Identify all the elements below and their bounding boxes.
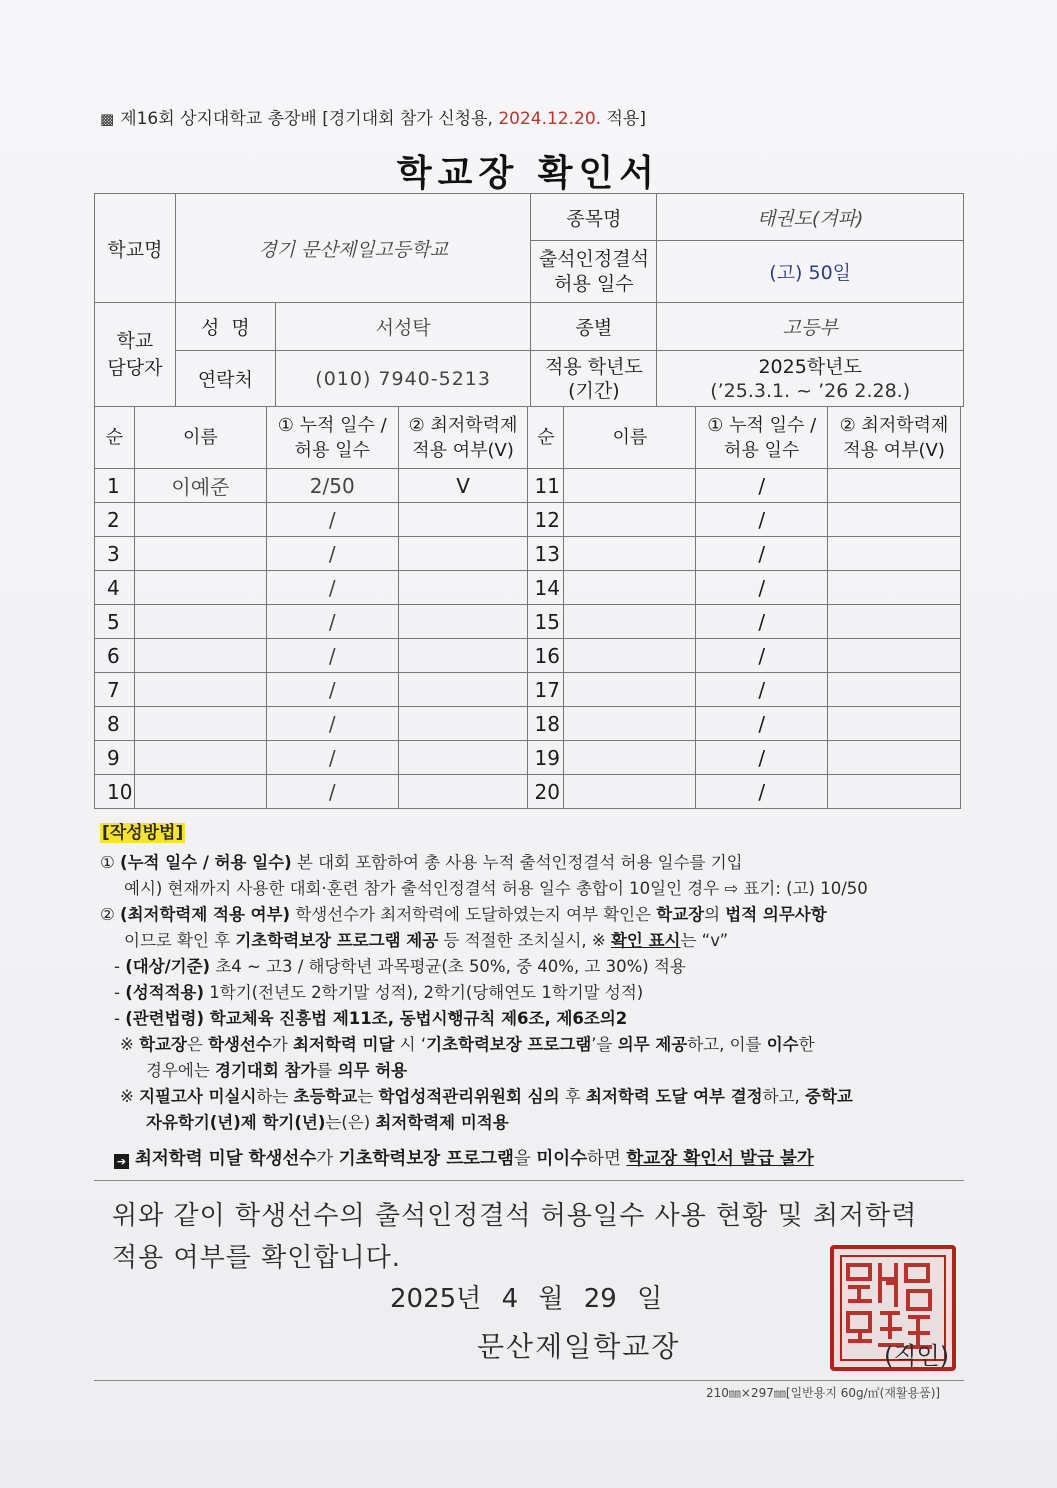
header-date: 2024.12.20. bbox=[498, 109, 602, 129]
roster-table bbox=[94, 406, 961, 809]
seq-cell: 5 bbox=[95, 605, 135, 639]
name-cell-right bbox=[564, 775, 696, 809]
note2-line2-a: 자유학기(년)제 학기(년) bbox=[146, 1113, 326, 1132]
days-cell-right: / bbox=[696, 639, 828, 673]
roster-row bbox=[95, 503, 961, 537]
writing-instructions bbox=[100, 820, 970, 1172]
check-cell-right bbox=[828, 673, 961, 707]
name-cell bbox=[134, 775, 266, 809]
item2-text-c: 의 bbox=[704, 905, 726, 924]
note1-f: 시 ‘ bbox=[394, 1035, 427, 1054]
seq-cell-right: 11 bbox=[528, 469, 564, 503]
instruction-item-2 bbox=[100, 902, 970, 928]
sub3-text: 학교체육 진흥법 제11조, 동법시행규칙 제6조, 제6조의2 bbox=[204, 1009, 628, 1028]
days-cell: / bbox=[266, 673, 398, 707]
final-c: 기초학력보장 프로그램 bbox=[338, 1149, 514, 1169]
roster-row bbox=[95, 571, 961, 605]
check-header-right-line1: ② 최저학력제 bbox=[839, 414, 949, 436]
item2-bold: (최저학력제 적용 여부) bbox=[120, 905, 291, 924]
note-2-line2 bbox=[100, 1110, 970, 1136]
seq-cell-right: 19 bbox=[528, 741, 564, 775]
days-cell-right: / bbox=[696, 741, 828, 775]
seq-cell: 8 bbox=[95, 707, 135, 741]
date-month: 4 bbox=[501, 1284, 519, 1314]
roster-body bbox=[95, 469, 961, 809]
days-cell: / bbox=[266, 707, 398, 741]
note1-line2-d: 의무 허용 bbox=[337, 1061, 408, 1080]
days-cell: / bbox=[266, 537, 398, 571]
note1-e: 최저학력 미달 bbox=[293, 1035, 395, 1054]
check-cell: V bbox=[398, 469, 528, 503]
check-cell-right bbox=[828, 707, 961, 741]
check-header-line1: ② 최저학력제 bbox=[408, 414, 518, 436]
sub1-text: 초4 ~ 고3 / 해당학년 과목평균(초 50%, 중 40%, 고 30%) 적용 bbox=[210, 957, 686, 976]
confirmation-line2: 적용 여부를 확인합니다. bbox=[112, 1243, 401, 1273]
check-header-right-line2: 적용 여부(V) bbox=[843, 439, 945, 461]
roster-row bbox=[95, 605, 961, 639]
school-label: 학교명 bbox=[95, 194, 176, 303]
seq-cell-right: 16 bbox=[528, 639, 564, 673]
check-cell bbox=[398, 503, 528, 537]
item2-line2-c: 는 “v” bbox=[680, 931, 729, 950]
note1-g: 기초학력보장 프로그램 bbox=[426, 1035, 592, 1054]
arrow-box-icon: ➔ bbox=[114, 1154, 129, 1169]
contact-label-line1: 학교 bbox=[116, 329, 154, 352]
check-cell-right bbox=[828, 741, 961, 775]
final-d: 을 bbox=[513, 1149, 537, 1169]
date-day-unit: 일 bbox=[637, 1284, 663, 1314]
check-cell bbox=[398, 605, 528, 639]
name-cell bbox=[134, 741, 266, 775]
note-1-line2 bbox=[100, 1058, 970, 1084]
note2-i: 중학교 bbox=[805, 1087, 853, 1106]
bottom-divider-line bbox=[94, 1380, 964, 1381]
name-value: 서성탁 bbox=[275, 303, 531, 351]
contact-label bbox=[95, 303, 176, 407]
header-suffix: 적용] bbox=[606, 109, 646, 129]
days-cell-right: / bbox=[696, 775, 828, 809]
check-header bbox=[398, 407, 528, 469]
check-cell-right bbox=[828, 503, 961, 537]
note1-a: 학교장 bbox=[139, 1035, 187, 1054]
check-cell bbox=[398, 571, 528, 605]
check-cell-right bbox=[828, 537, 961, 571]
item2-line2-bold2: 확인 표시 bbox=[610, 931, 681, 950]
days-cell-right: / bbox=[696, 469, 828, 503]
days-header-right-line1: ① 누적 일수 / bbox=[707, 414, 817, 436]
division-label: 종별 bbox=[531, 303, 657, 351]
seq-cell-right: 14 bbox=[528, 571, 564, 605]
year-value-line2: (’25.3.1. ~ ’26 2.28.) bbox=[710, 379, 911, 402]
seq-cell-right: 13 bbox=[528, 537, 564, 571]
sub3-bold: (관련법령) bbox=[125, 1009, 205, 1028]
name-cell bbox=[134, 639, 266, 673]
note1-line2-c: 를 bbox=[316, 1061, 338, 1080]
date-year: 2025년 bbox=[390, 1284, 482, 1314]
days-cell-right: / bbox=[696, 571, 828, 605]
note1-j: 하고, 이를 bbox=[687, 1035, 767, 1054]
note1-i: 의무 제공 bbox=[617, 1035, 688, 1054]
absence-label-line2: 허용 일수 bbox=[554, 272, 634, 295]
roster-row bbox=[95, 707, 961, 741]
note-2: ※ 지필고사 미실시하는 초등학교는 학업성적관리위원회 심의 후 최저학력 도달 여부 결정하고, 중학교 bbox=[120, 1087, 853, 1106]
seq-cell-right: 12 bbox=[528, 503, 564, 537]
note1-c: 학생선수 bbox=[208, 1035, 272, 1054]
days-cell: / bbox=[266, 605, 398, 639]
check-cell-right bbox=[828, 775, 961, 809]
principal-name: 문산제일학교장 bbox=[477, 1330, 681, 1363]
sub-item-laws: - (관련법령) 학교체육 진흥법 제11조, 동법시행규칙 제6조, 제6조의2 bbox=[114, 1009, 628, 1028]
note2-b: 하는 bbox=[256, 1087, 294, 1106]
check-cell-right bbox=[828, 469, 961, 503]
item2-line2-a: 이므로 확인 후 bbox=[124, 931, 236, 950]
note2-h: 하고, bbox=[762, 1087, 805, 1106]
sub1-bold: (대상/기준) bbox=[125, 957, 211, 976]
note2-g: 최저학력 도달 여부 결정 bbox=[586, 1087, 763, 1106]
days-cell: 2/50 bbox=[266, 469, 398, 503]
final-warning bbox=[100, 1146, 970, 1172]
final-g: 학교장 확인서 발급 불가 bbox=[626, 1149, 814, 1169]
days-header-line1: ① 누적 일수 / bbox=[277, 414, 387, 436]
days-cell-right: / bbox=[696, 537, 828, 571]
name-cell-right bbox=[564, 707, 696, 741]
instruction-item-1 bbox=[100, 850, 970, 876]
seq-cell-right: 18 bbox=[528, 707, 564, 741]
item2-number: ② bbox=[100, 905, 115, 924]
days-header-right-line2: 허용 일수 bbox=[724, 439, 800, 461]
seq-cell: 6 bbox=[95, 639, 135, 673]
absence-label bbox=[531, 241, 657, 303]
absence-label-line1: 출석인정결석 bbox=[538, 247, 649, 270]
seq-cell: 4 bbox=[95, 571, 135, 605]
check-cell bbox=[398, 639, 528, 673]
item2-text-a: 학생선수가 최저학력에 도달하였는지 여부 확인은 bbox=[290, 905, 657, 924]
note1-line2-a: 경우에는 bbox=[146, 1061, 216, 1080]
check-cell bbox=[398, 707, 528, 741]
info-table bbox=[94, 193, 964, 407]
name-cell-right bbox=[564, 503, 696, 537]
days-header bbox=[266, 407, 398, 469]
note-1: ※ 학교장은 학생선수가 최저학력 미달 시 ‘기초학력보장 프로그램’을 의무 제공하고, 이를 이수한 bbox=[120, 1035, 815, 1054]
sub2-text: 1학기(전년도 2학기말 성적), 2학기(당해연도 1학기말 성적) bbox=[204, 983, 644, 1002]
instruction-item-2-line2 bbox=[100, 928, 970, 954]
school-value: 경기 문산제일고등학교 bbox=[175, 194, 531, 303]
roster-row bbox=[95, 741, 961, 775]
seal-mark-text: (직인) bbox=[884, 1342, 950, 1370]
days-cell: / bbox=[266, 571, 398, 605]
note1-b: 은 bbox=[186, 1035, 209, 1054]
roster-row bbox=[95, 639, 961, 673]
days-cell: / bbox=[266, 503, 398, 537]
check-cell-right bbox=[828, 639, 961, 673]
roster-row bbox=[95, 469, 961, 503]
item2-line2-b: 등 적절한 조치실시, ※ bbox=[438, 931, 611, 950]
sub-item-grades: - (성적적용) 1학기(전년도 2학기말 성적), 2학기(당해연도 1학기말 성적) bbox=[114, 983, 644, 1002]
confirmation-line1: 위와 같이 학생선수의 출석인정결석 허용일수 사용 현황 및 최저학력 bbox=[112, 1201, 918, 1231]
note1-line2-b: 경기대회 참가 bbox=[215, 1061, 317, 1080]
date-month-unit: 월 bbox=[538, 1284, 564, 1314]
check-cell bbox=[398, 673, 528, 707]
seq-cell: 1 bbox=[95, 469, 135, 503]
days-cell-right: / bbox=[696, 503, 828, 537]
roster-row bbox=[95, 673, 961, 707]
days-cell-right: / bbox=[696, 605, 828, 639]
paper-spec: 210㎜×297㎜[일반용지 60g/㎡(재활용품)] bbox=[706, 1386, 941, 1400]
seq-cell: 3 bbox=[95, 537, 135, 571]
final-a: 최저학력 미달 학생선수 bbox=[135, 1149, 317, 1169]
header-marker-icon: ▩ bbox=[100, 110, 115, 128]
phone-label: 연락처 bbox=[175, 351, 275, 407]
final-e: 미이수 bbox=[536, 1149, 588, 1169]
year-label bbox=[531, 351, 657, 407]
check-header-line2: 적용 여부(V) bbox=[412, 439, 514, 461]
seq-cell: 9 bbox=[95, 741, 135, 775]
note2-line2-c: 최저학력제 미적용 bbox=[375, 1113, 509, 1132]
days-cell: / bbox=[266, 775, 398, 809]
note2-d: 는 bbox=[357, 1087, 379, 1106]
signature-date bbox=[390, 1278, 662, 1315]
item2-bold-b: 학교장 bbox=[656, 905, 705, 924]
item2-bold-d: 법적 의무사항 bbox=[725, 905, 827, 924]
note2-a: 지필고사 미실시 bbox=[139, 1087, 257, 1106]
name-label: 성 명 bbox=[175, 303, 275, 351]
document-title: 학교장 확인서 bbox=[396, 153, 661, 194]
name-cell-right bbox=[564, 571, 696, 605]
roster-row bbox=[95, 537, 961, 571]
name-header: 이름 bbox=[134, 407, 266, 469]
seq-cell-right: 15 bbox=[528, 605, 564, 639]
contact-label-line2: 담당자 bbox=[107, 356, 163, 379]
year-value bbox=[657, 351, 964, 407]
roster-row bbox=[95, 775, 961, 809]
check-cell bbox=[398, 775, 528, 809]
item1-number: ① bbox=[100, 853, 115, 872]
seq-cell: 10 bbox=[95, 775, 135, 809]
check-cell bbox=[398, 741, 528, 775]
note1-k: 이수 bbox=[766, 1035, 799, 1054]
sub2-bold: (성적적용) bbox=[125, 983, 205, 1002]
days-cell: / bbox=[266, 639, 398, 673]
name-cell bbox=[134, 537, 266, 571]
name-cell bbox=[134, 605, 266, 639]
note2-c: 초등학교 bbox=[293, 1087, 358, 1106]
days-header-line2: 허용 일수 bbox=[294, 439, 370, 461]
name-cell-right bbox=[564, 673, 696, 707]
note2-f: 후 bbox=[559, 1087, 586, 1106]
year-value-line1: 2025학년도 bbox=[758, 355, 862, 378]
days-cell-right: / bbox=[696, 673, 828, 707]
event-label: 종목명 bbox=[531, 194, 657, 241]
name-cell bbox=[134, 503, 266, 537]
name-cell bbox=[134, 571, 266, 605]
instruction-example: 예시) 현재까지 사용한 대회·훈련 참가 출석인정결석 허용 일수 총합이 10일인 경우 ⇨ 표기: (고) 10/50 bbox=[124, 879, 868, 898]
check-header-right bbox=[828, 407, 961, 469]
name-header-right: 이름 bbox=[564, 407, 696, 469]
form-header bbox=[100, 104, 646, 129]
check-cell-right bbox=[828, 605, 961, 639]
note1-l: 한 bbox=[798, 1035, 815, 1054]
final-f: 하면 bbox=[587, 1149, 627, 1169]
year-label-line2: (기간) bbox=[568, 379, 620, 402]
division-value: 고등부 bbox=[657, 303, 964, 351]
roster-header-row bbox=[95, 407, 961, 469]
item1-text: 본 대회 포함하여 총 사용 누적 출석인정결석 허용 일수를 기입 bbox=[291, 853, 743, 872]
name-cell-right bbox=[564, 639, 696, 673]
note2-e: 학업성적관리위원회 심의 bbox=[378, 1087, 560, 1106]
absence-value: (고) 50일 bbox=[657, 241, 964, 303]
days-header-right bbox=[696, 407, 828, 469]
name-cell: 이예준 bbox=[134, 469, 266, 503]
check-cell-right bbox=[828, 571, 961, 605]
divider-line bbox=[94, 1180, 964, 1181]
name-cell bbox=[134, 673, 266, 707]
note1-h: ’을 bbox=[591, 1035, 618, 1054]
name-cell-right bbox=[564, 537, 696, 571]
check-cell bbox=[398, 537, 528, 571]
final-b: 가 bbox=[316, 1149, 339, 1169]
event-value: 태권도(겨파) bbox=[657, 194, 964, 241]
days-cell: / bbox=[266, 741, 398, 775]
note1-d: 가 bbox=[271, 1035, 294, 1054]
days-cell-right: / bbox=[696, 707, 828, 741]
item1-bold: (누적 일수 / 허용 일수) bbox=[120, 853, 292, 872]
seq-cell: 2 bbox=[95, 503, 135, 537]
name-cell-right bbox=[564, 469, 696, 503]
seq-header: 순 bbox=[95, 407, 135, 469]
name-cell-right bbox=[564, 741, 696, 775]
note2-line2-b: 는(은) bbox=[325, 1113, 376, 1132]
name-cell-right bbox=[564, 605, 696, 639]
seq-header-right: 순 bbox=[528, 407, 564, 469]
instructions-heading: [작성방법] bbox=[102, 823, 184, 843]
date-day: 29 bbox=[583, 1284, 617, 1314]
header-prefix: 제16회 상지대학교 총장배 [경기대회 참가 신청용, bbox=[120, 109, 493, 129]
phone-value: (010) 7940-5213 bbox=[275, 351, 531, 407]
seq-cell-right: 17 bbox=[528, 673, 564, 707]
sub-item-target: - (대상/기준) 초4 ~ 고3 / 해당학년 과목평균(초 50%, 중 40%, 고 30%) 적용 bbox=[114, 957, 686, 976]
item2-line2-bold: 기초학력보장 프로그램 제공 bbox=[235, 931, 439, 950]
name-cell bbox=[134, 707, 266, 741]
seq-cell-right: 20 bbox=[528, 775, 564, 809]
seq-cell: 7 bbox=[95, 673, 135, 707]
year-label-line1: 적용 학년도 bbox=[544, 355, 643, 378]
